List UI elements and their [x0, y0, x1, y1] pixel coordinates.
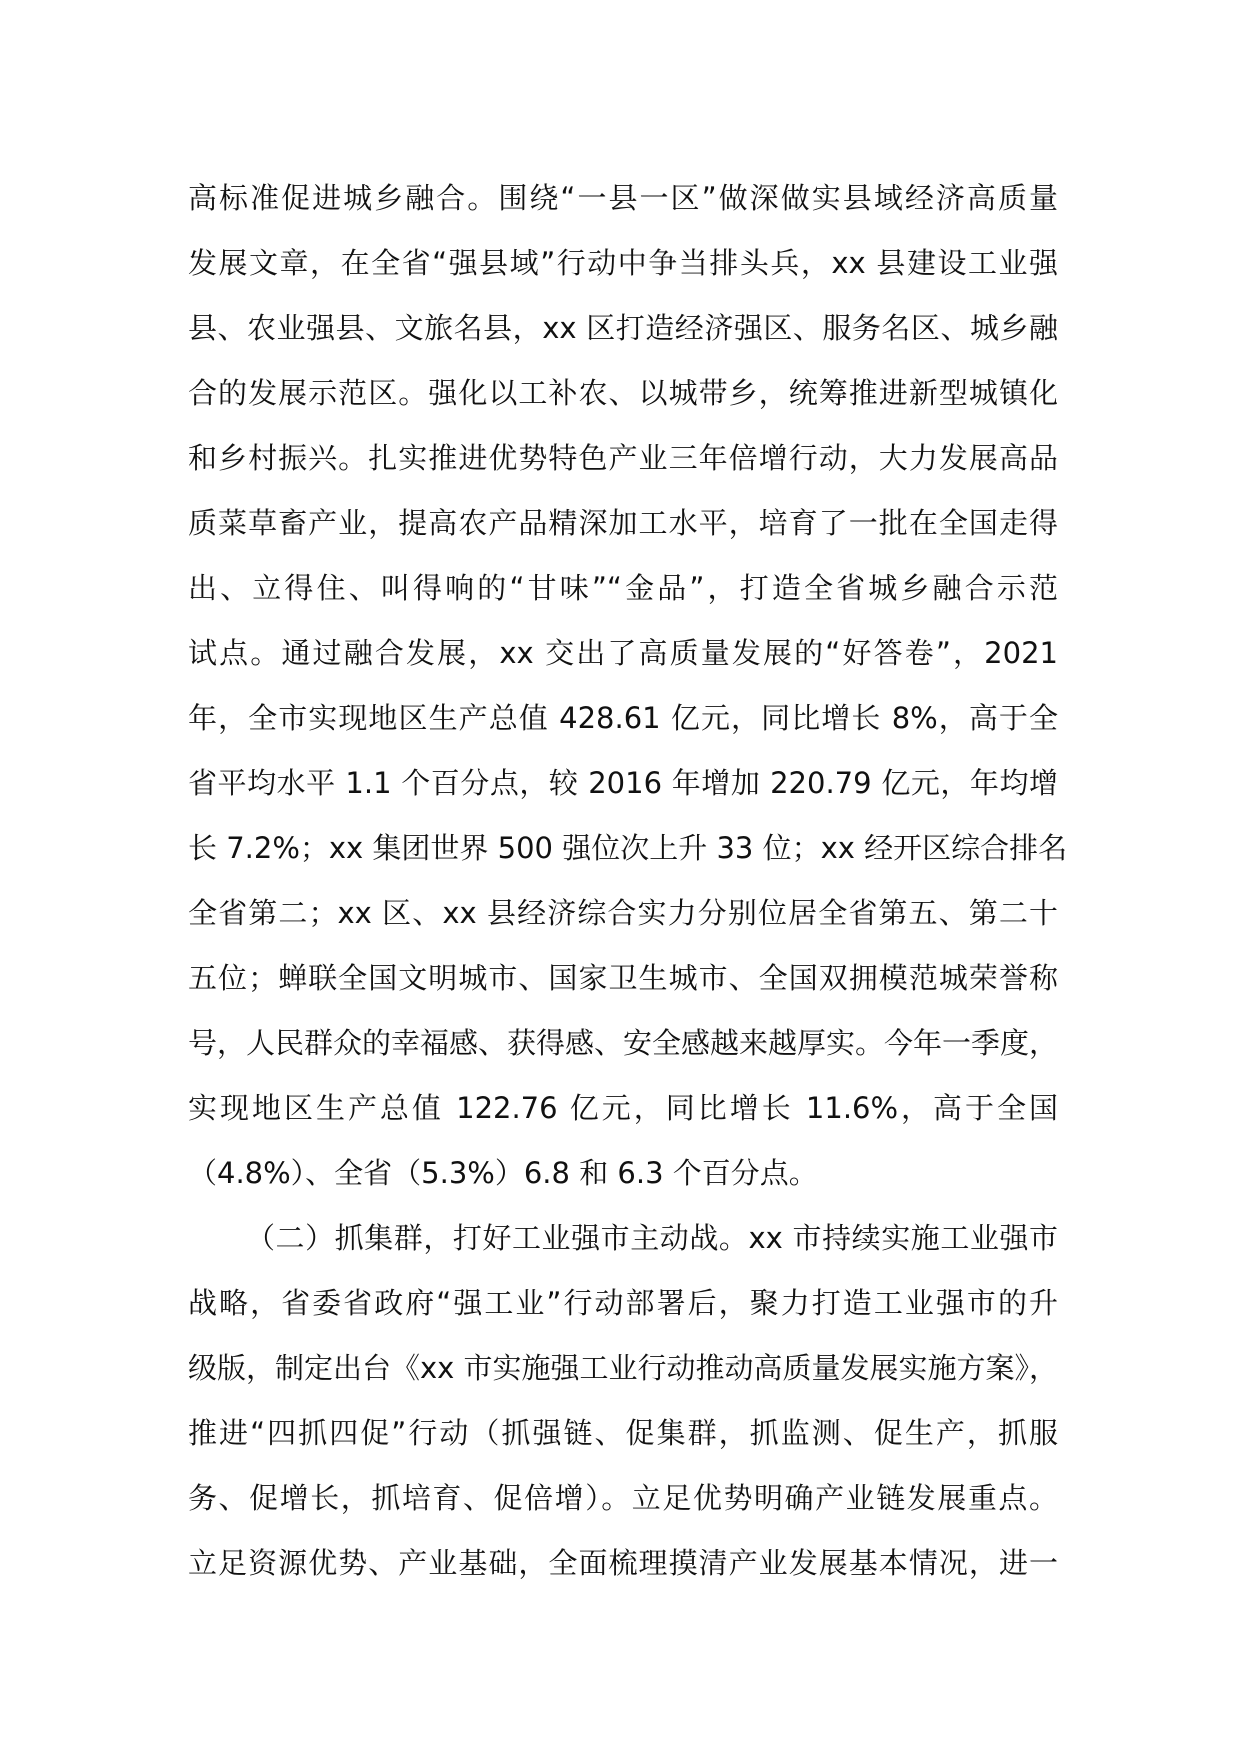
text-line: 立足资源优势、产业基础，全面梳理摸清产业发展基本情况，进一 [188, 1546, 1058, 1580]
text-line: 号，人民群众的幸福感、获得感、安全感越来越厚实。今年一季度， [188, 1026, 1059, 1060]
text-line: 年，全市实现地区生产总值 428.61 亿元，同比增长 8%，高于全 [188, 701, 1058, 735]
paragraph-last-line: （4.8%）、全省（5.3%）6.8 和 6.3 个百分点。 [188, 1156, 818, 1190]
section-heading-line: （二）抓集群，打好工业强市主动战。xx 市持续实施工业强市 [246, 1221, 1058, 1255]
text-line: 和乡村振兴。扎实推进优势特色产业三年倍增行动，大力发展高品 [188, 441, 1058, 475]
text-line: 县、农业强县、文旅名县，xx 区打造经济强区、服务名区、城乡融 [188, 311, 1058, 345]
text-line: 推进“四抓四促”行动（抓强链、促集群，抓监测、促生产，抓服 [188, 1416, 1058, 1450]
text-line: 合的发展示范区。强化以工补农、以城带乡，统筹推进新型城镇化 [188, 376, 1058, 410]
text-line: 省平均水平 1.1 个百分点，较 2016 年增加 220.79 亿元，年均增 [188, 766, 1058, 800]
text-line: 长 7.2%；xx 集团世界 500 强位次上升 33 位；xx 经开区综合排名 [188, 831, 1068, 865]
text-line: 务、促增长，抓培育、促倍增）。立足优势明确产业链发展重点。 [188, 1481, 1058, 1515]
text-line: 质菜草畜产业，提高农产品精深加工水平，培育了一批在全国走得 [188, 506, 1058, 540]
text-line: 战略，省委省政府“强工业”行动部署后，聚力打造工业强市的升 [188, 1286, 1058, 1320]
text-line: 实现地区生产总值 122.76 亿元，同比增长 11.6%，高于全国 [188, 1091, 1058, 1125]
body-text [188, 166, 1068, 1596]
text-line: 全省第二；xx 区、xx 县经济综合实力分别位居全省第五、第二十 [188, 896, 1058, 930]
text-line: 出、立得住、叫得响的“甘味”“金品”，打造全省城乡融合示范 [188, 571, 1058, 605]
text-line: 试点。通过融合发展，xx 交出了高质量发展的“好答卷”，2021 [188, 636, 1058, 670]
text-line: 发展文章，在全省“强县域”行动中争当排头兵，xx 县建设工业强 [188, 246, 1058, 280]
text-line: 五位；蝉联全国文明城市、国家卫生城市、全国双拥模范城荣誉称 [188, 961, 1058, 995]
text-line: 级版，制定出台《xx 市实施强工业行动推动高质量发展实施方案》， [188, 1351, 1059, 1385]
text-line: 高标准促进城乡融合。围绕“一县一区”做深做实县域经济高质量 [188, 181, 1058, 215]
